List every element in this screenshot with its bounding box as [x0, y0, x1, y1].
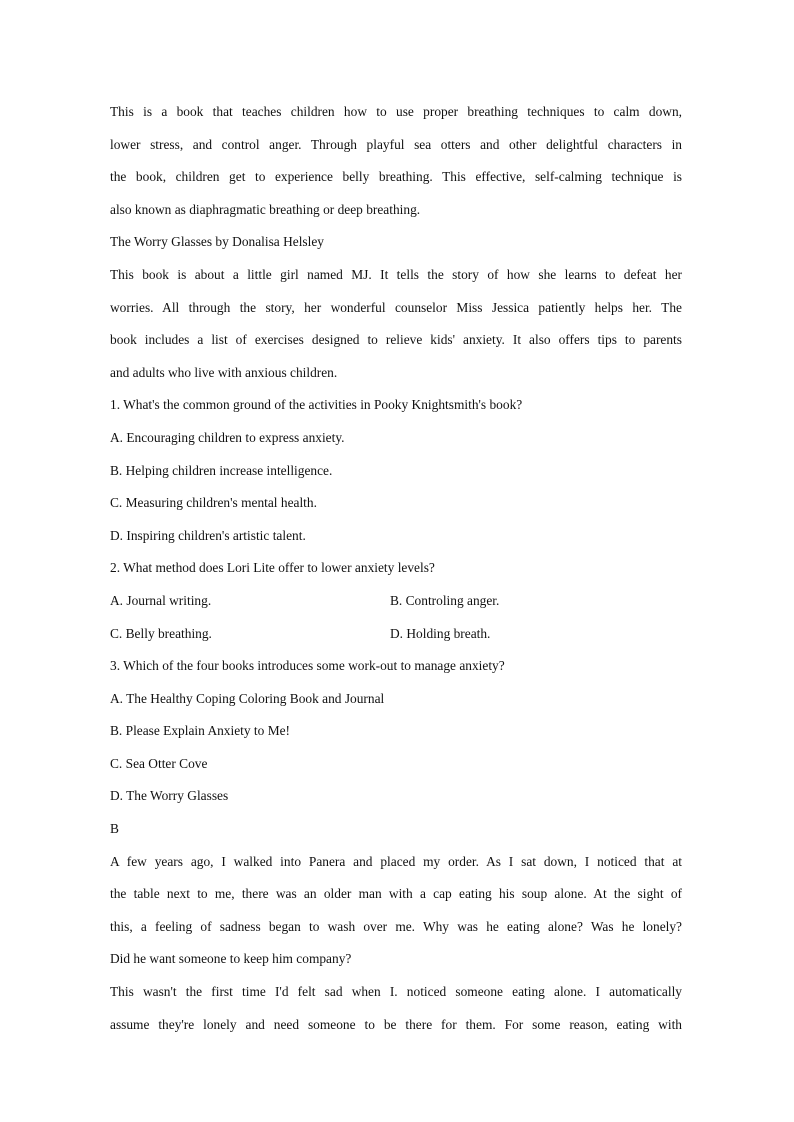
passage-line: assume they're lonely and need someone to be there for them. For some reason, eating with [110, 1016, 682, 1032]
answer-option: A. Encouraging children to express anxiety. [110, 429, 345, 445]
passage-line: Did he want someone to keep him company? [110, 951, 352, 967]
answer-option: B. Controling anger. [390, 592, 500, 608]
book-description-line: This book is about a little girl named MJ. It tells the story of how she learns to defeat her [110, 266, 682, 282]
book-description-line: and adults who live with anxious children. [110, 364, 338, 380]
answer-option: B. Please Explain Anxiety to Me! [110, 723, 291, 739]
answer-option: B. Helping children increase intelligence. [110, 462, 333, 478]
document-page [110, 96, 682, 1041]
passage-line: lower stress, and control anger. Through playful sea otters and other delightful characters in [110, 136, 682, 152]
answer-option: D. Inspiring children's artistic talent. [110, 527, 306, 543]
answer-option: A. The Healthy Coping Coloring Book and Journal [110, 690, 385, 706]
passage-line: the book, children get to experience belly breathing. This effective, self-calming technique is [110, 169, 682, 185]
passage-line: This wasn't the first time I'd felt sad when I. noticed someone eating alone. I automatically [110, 984, 682, 1000]
answer-option: D. Holding breath. [390, 625, 491, 641]
passage-line: This is a book that teaches children how to use proper breathing techniques to calm down, [110, 104, 682, 119]
passage-line: also known as diaphragmatic breathing or deep breathing. [110, 201, 421, 217]
answer-option: C. Measuring children's mental health. [110, 495, 317, 511]
passage-line: the table next to me, there was an older man with a cap eating his soup alone. At the sight of [110, 886, 682, 902]
question-stem: 3. Which of the four books introduces some work-out to manage anxiety? [110, 658, 505, 674]
book-title: The Worry Glasses by Donalisa Helsley [110, 234, 324, 250]
question-stem: 1. What's the common ground of the activities in Pooky Knightsmith's book? [110, 397, 523, 413]
book-description-line: book includes a list of exercises designed to relieve kids' anxiety. It also offers tips to parents [110, 332, 682, 348]
answer-option-row [110, 585, 682, 618]
answer-option: C. Belly breathing. [110, 625, 212, 641]
book-description-line: worries. All through the story, her wonderful counselor Miss Jessica patiently helps her. The [110, 299, 682, 315]
passage-line: this, a feeling of sadness began to wash over me. Why was he eating alone? Was he lonely? [110, 918, 682, 934]
section-label: B [110, 821, 119, 837]
answer-option: A. Journal writing. [110, 592, 212, 608]
answer-option: C. Sea Otter Cove [110, 755, 208, 771]
question-stem: 2. What method does Lori Lite offer to lower anxiety levels? [110, 560, 435, 576]
answer-option: D. The Worry Glasses [110, 788, 229, 804]
answer-option-row [110, 618, 682, 651]
passage-line: A few years ago, I walked into Panera and placed my order. As I sat down, I noticed that at [110, 853, 682, 869]
